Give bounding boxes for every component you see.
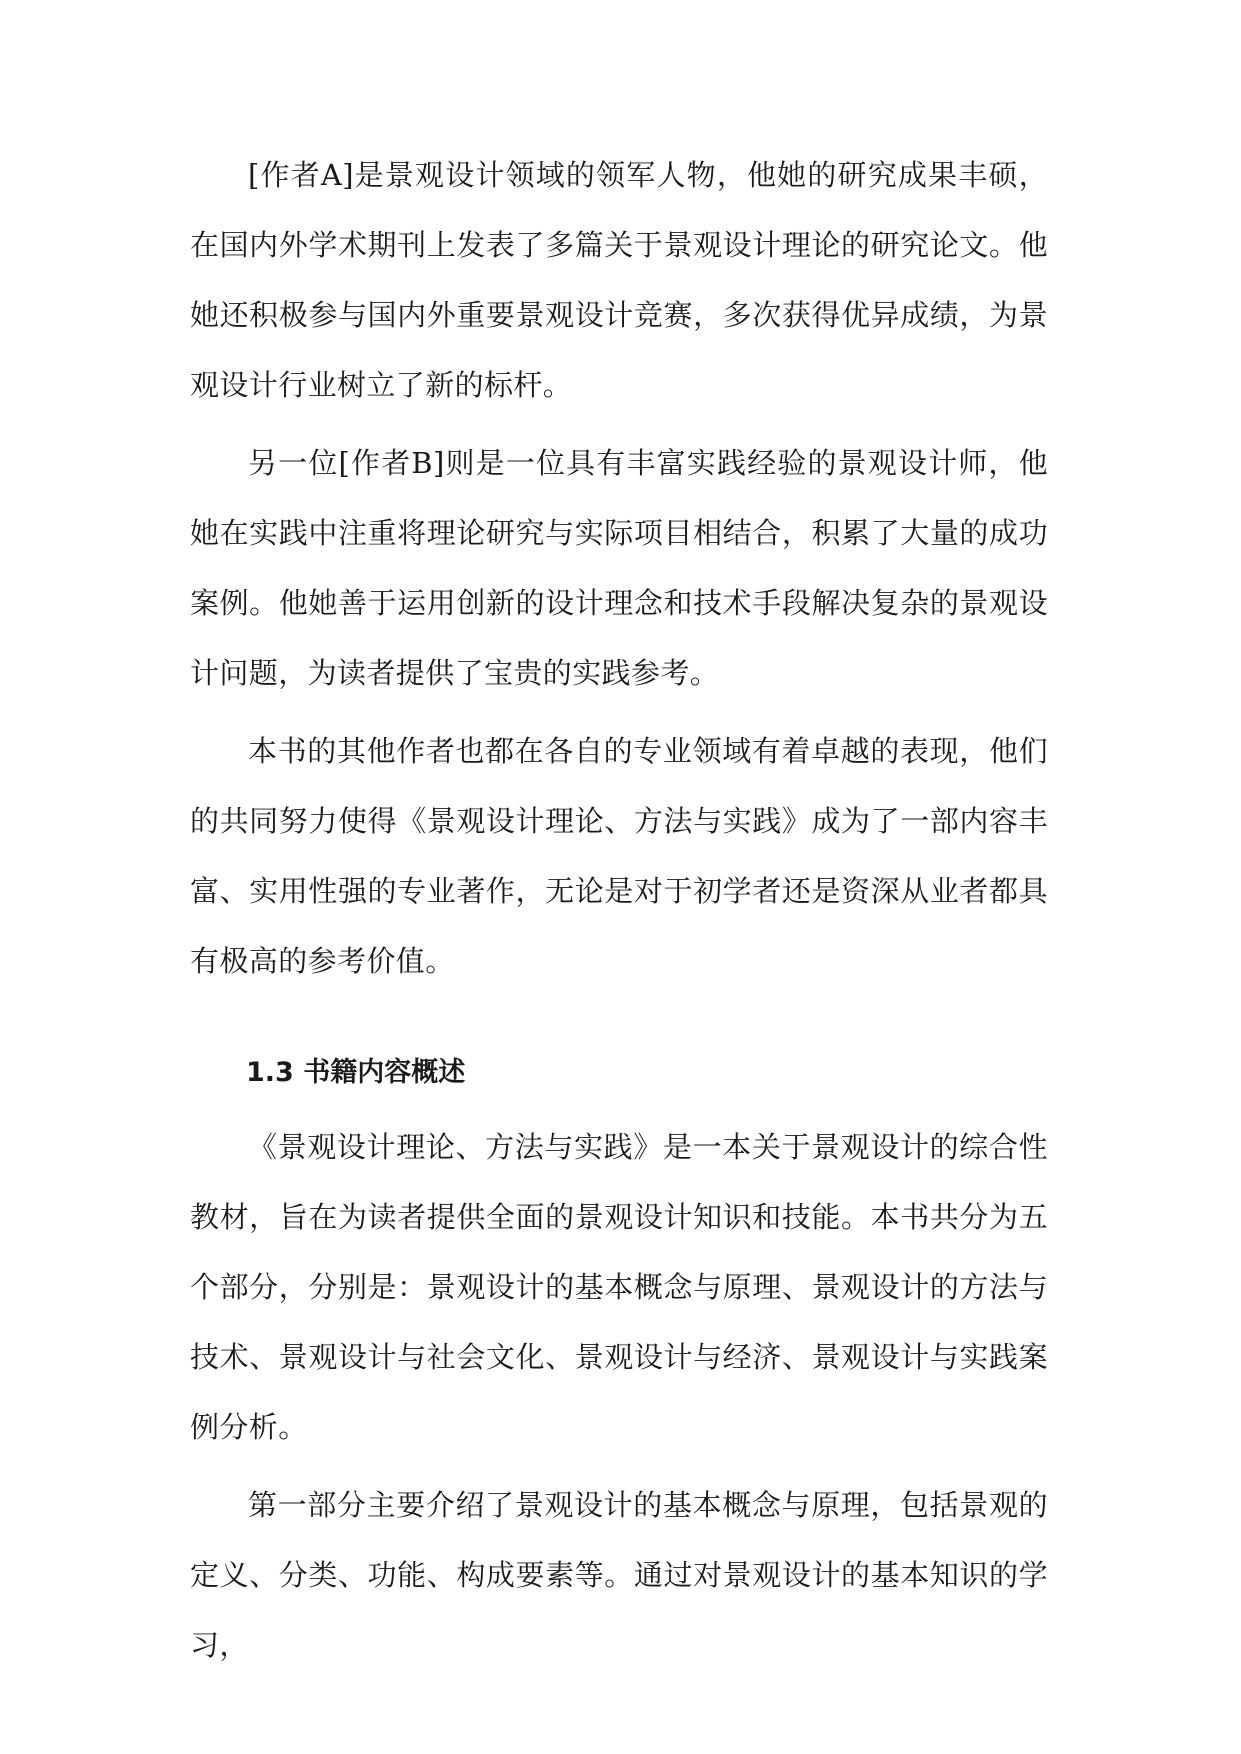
page-content [190, 140, 1048, 1688]
paragraph-other-authors: 本书的其他作者也都在各自的专业领域有着卓越的表现，他们的共同努力使得《景观设计理论、方法与实践》成为了一部内容丰富、实用性强的专业著作，无论是对于初学者还是资深从业者都具有极高的参考价值。 [190, 734, 1048, 978]
section-heading: 1.3 书籍内容概述 [246, 1057, 466, 1088]
paragraph-book-overview: 《景观设计理论、方法与实践》是一本关于景观设计的综合性教材，旨在为读者提供全面的景观设计知识和技能。本书共分为五个部分，分别是：景观设计的基本概念与原理、景观设计的方法与技术、景观设计与社会文化、景观设计与经济、景观设计与实践案例分析。 [190, 1130, 1048, 1444]
paragraph-part-one: 第一部分主要介绍了景观设计的基本概念与原理，包括景观的定义、分类、功能、构成要素等。通过对景观设计的基本知识的学习， [190, 1488, 1048, 1662]
paragraph-author-b: 另一位[作者B]则是一位具有丰富实践经验的景观设计师，他她在实践中注重将理论研究与实际项目相结合，积累了大量的成功案例。他她善于运用创新的设计理念和技术手段解决复杂的景观设计问题，为读者提供了宝贵的实践参考。 [190, 446, 1048, 690]
paragraph-author-a: [作者A]是景观设计领域的领军人物，他她的研究成果丰硕，在国内外学术期刊上发表了多篇关于景观设计理论的研究论文。他她还积极参与国内外重要景观设计竞赛，多次获得优异成绩，为景观设计行业树立了新的标杆。 [190, 158, 1048, 402]
